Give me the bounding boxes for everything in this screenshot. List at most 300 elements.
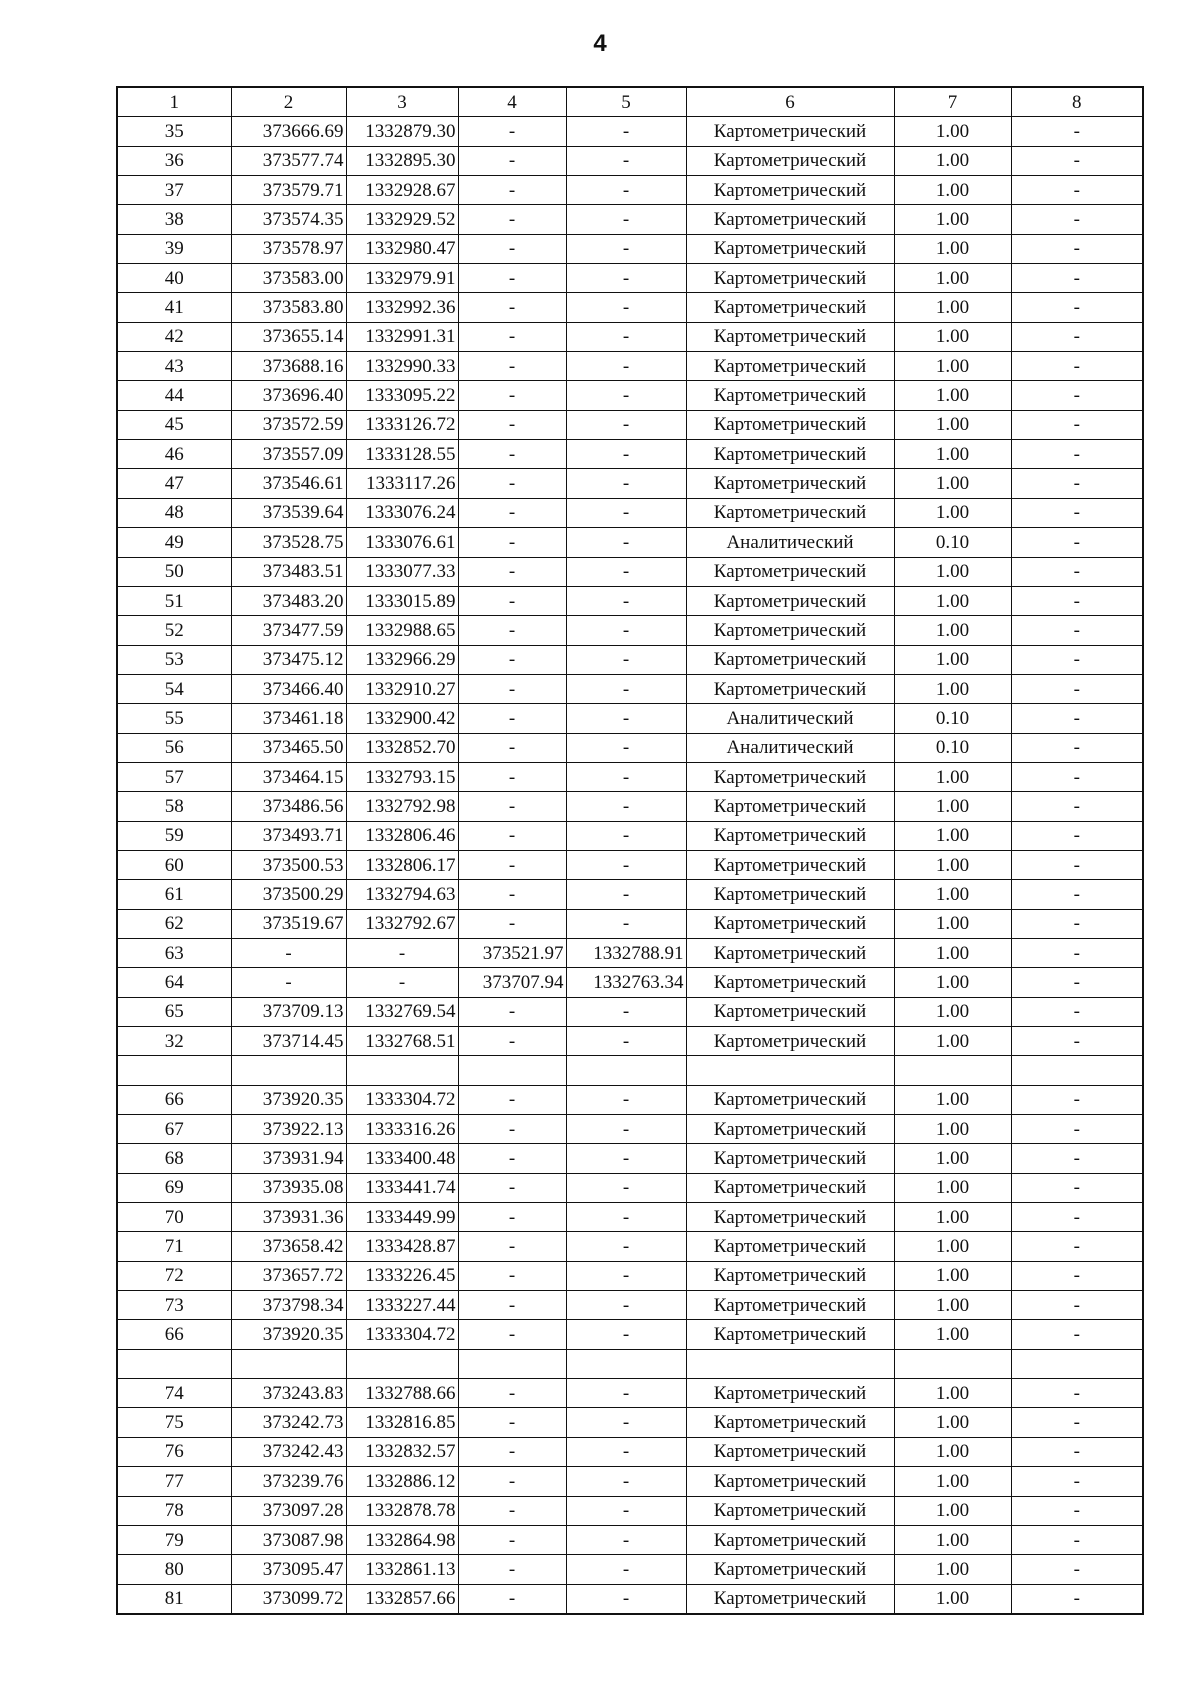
column-header: 4 [458,87,566,117]
table-cell: 1333304.72 [346,1320,458,1349]
table-cell: 1.00 [894,440,1011,469]
table-cell: Картометрический [686,205,894,234]
table-cell: 56 [117,733,231,762]
table-cell: Картометрический [686,1437,894,1466]
table-row [117,616,1143,645]
table-cell: Картометрический [686,938,894,967]
table-cell: 32 [117,1027,231,1056]
table-cell: 1333076.61 [346,528,458,557]
table-cell: 373095.47 [231,1555,346,1584]
table-row [117,352,1143,381]
table-cell [231,1349,346,1378]
table-cell: Картометрический [686,1085,894,1114]
table-cell: 373583.80 [231,293,346,322]
table-cell: - [1011,293,1143,322]
table-cell: 64 [117,968,231,997]
table-cell: - [566,1555,686,1584]
table-cell: Картометрический [686,1555,894,1584]
table-cell: 1332910.27 [346,674,458,703]
table-cell: 373528.75 [231,528,346,557]
table-cell [566,1056,686,1085]
table-cell: Аналитический [686,704,894,733]
table-cell: - [566,850,686,879]
table-cell: - [1011,762,1143,791]
table-cell: 373483.20 [231,586,346,615]
table-cell: 1332928.67 [346,176,458,205]
table-cell: Картометрический [686,322,894,351]
table-cell: - [1011,850,1143,879]
table-cell: 1332768.51 [346,1027,458,1056]
table-cell: 373500.53 [231,850,346,879]
table-cell: 373519.67 [231,909,346,938]
table-row [117,1584,1143,1614]
table-cell: 1.00 [894,117,1011,146]
table-cell: 1332929.52 [346,205,458,234]
table-cell: 1.00 [894,850,1011,879]
table-row [117,146,1143,175]
table-cell: Картометрический [686,645,894,674]
table-cell: - [566,176,686,205]
table-cell: Картометрический [686,440,894,469]
table-cell [1011,1056,1143,1085]
table-cell: - [1011,264,1143,293]
table-cell: 68 [117,1144,231,1173]
table-cell: 69 [117,1173,231,1202]
table-cell: - [566,645,686,674]
table-cell: 1333117.26 [346,469,458,498]
table-cell: Картометрический [686,880,894,909]
table-cell: - [1011,469,1143,498]
table-cell: - [566,117,686,146]
table-cell: - [566,469,686,498]
column-header: 3 [346,87,458,117]
column-header: 8 [1011,87,1143,117]
table-cell: 373087.98 [231,1525,346,1554]
table-cell: 1.00 [894,792,1011,821]
table-cell: - [458,586,566,615]
table-cell: 1332857.66 [346,1584,458,1614]
table-cell: 1332794.63 [346,880,458,909]
table-cell: Аналитический [686,733,894,762]
table-cell: - [458,146,566,175]
table-cell: - [566,880,686,909]
table-cell: 373798.34 [231,1291,346,1320]
column-header: 7 [894,87,1011,117]
table-cell: - [458,1555,566,1584]
table-cell: - [1011,997,1143,1026]
table-cell: - [1011,1115,1143,1144]
table-cell: - [1011,352,1143,381]
table-row [117,997,1143,1026]
table-cell: 1.00 [894,1320,1011,1349]
table-cell: - [566,616,686,645]
table-cell: 58 [117,792,231,821]
table-cell: 76 [117,1437,231,1466]
table-cell: - [1011,381,1143,410]
table-cell: 373465.50 [231,733,346,762]
table-cell: Картометрический [686,1144,894,1173]
table-cell: - [1011,1437,1143,1466]
table-cell: 1.00 [894,909,1011,938]
table-cell: 1.00 [894,1173,1011,1202]
table-cell: 1333077.33 [346,557,458,586]
table-cell: - [566,528,686,557]
table-row [117,528,1143,557]
table-cell: 52 [117,616,231,645]
table-cell: Картометрический [686,1525,894,1554]
table-cell: - [566,1467,686,1496]
table-cell: Картометрический [686,1261,894,1290]
table-row [117,1144,1143,1173]
table-cell: 66 [117,1320,231,1349]
table-cell [566,1349,686,1378]
table-cell: - [566,1496,686,1525]
table-cell: - [458,1379,566,1408]
table-cell: - [458,498,566,527]
table-row [117,440,1143,469]
table-cell: - [566,1173,686,1202]
table-cell: 373557.09 [231,440,346,469]
table-cell: 373097.28 [231,1496,346,1525]
separator-row [117,1056,1143,1085]
table-cell: 1.00 [894,352,1011,381]
table-cell: 77 [117,1467,231,1496]
table-row [117,762,1143,791]
table-cell: - [1011,1144,1143,1173]
table-cell: 45 [117,410,231,439]
table-cell: - [1011,616,1143,645]
table-cell: Картометрический [686,176,894,205]
table-cell: 1.00 [894,645,1011,674]
table-cell: 373666.69 [231,117,346,146]
table-cell: - [458,616,566,645]
table-cell: 1.00 [894,1379,1011,1408]
table-cell: Картометрический [686,1467,894,1496]
table-cell: - [1011,322,1143,351]
table-cell: 1332966.29 [346,645,458,674]
table-cell: - [566,1261,686,1290]
table-cell: Картометрический [686,762,894,791]
table-cell: 55 [117,704,231,733]
table-cell: - [458,674,566,703]
table-cell: 373920.35 [231,1085,346,1114]
table-cell: 57 [117,762,231,791]
table-cell: - [458,322,566,351]
table-cell: - [1011,880,1143,909]
table-cell [458,1056,566,1085]
table-cell: - [458,352,566,381]
table-cell: 48 [117,498,231,527]
table-cell: 373099.72 [231,1584,346,1614]
table-cell: 1.00 [894,322,1011,351]
table-cell: - [566,1027,686,1056]
table-cell: - [1011,528,1143,557]
table-cell: - [1011,1027,1143,1056]
table-cell: 373709.13 [231,997,346,1026]
table-cell: - [458,234,566,263]
table-cell: 1.00 [894,938,1011,967]
table-cell: 67 [117,1115,231,1144]
table-cell: - [566,1437,686,1466]
table-cell: 1333226.45 [346,1261,458,1290]
table-cell: - [458,1437,566,1466]
table-cell: 1.00 [894,1437,1011,1466]
table-cell: 1.00 [894,674,1011,703]
table-cell: 1.00 [894,997,1011,1026]
table-cell: - [1011,938,1143,967]
table-cell: 1333449.99 [346,1203,458,1232]
table-cell: 373574.35 [231,205,346,234]
table-cell: 1332793.15 [346,762,458,791]
table-cell [894,1056,1011,1085]
table-cell: 61 [117,880,231,909]
table-cell: Картометрический [686,264,894,293]
table-cell: - [1011,1584,1143,1614]
table-row [117,938,1143,967]
table-cell: 80 [117,1555,231,1584]
table-row [117,880,1143,909]
table-row [117,733,1143,762]
table-cell: 1333095.22 [346,381,458,410]
table-cell: 373477.59 [231,616,346,645]
table-cell: 1333076.24 [346,498,458,527]
table-cell [117,1056,231,1085]
table-cell: - [566,440,686,469]
table-cell: 37 [117,176,231,205]
table-cell: 0.10 [894,704,1011,733]
table-cell: 1332806.46 [346,821,458,850]
table-cell: 1.00 [894,821,1011,850]
table-cell: 1332788.66 [346,1379,458,1408]
table-cell: 373572.59 [231,410,346,439]
table-cell: - [1011,704,1143,733]
table-cell: Картометрический [686,1203,894,1232]
table-row [117,264,1143,293]
table-cell: Картометрический [686,410,894,439]
table-row [117,1203,1143,1232]
table-cell: 1332806.17 [346,850,458,879]
table-cell: - [458,469,566,498]
table-cell: - [1011,909,1143,938]
table-cell: 373242.73 [231,1408,346,1437]
table-row [117,792,1143,821]
table-cell: 1.00 [894,498,1011,527]
table-cell: 1333227.44 [346,1291,458,1320]
table-cell: 1.00 [894,264,1011,293]
table-cell: - [1011,1408,1143,1437]
table-cell: Картометрический [686,1584,894,1614]
table-cell: 1333400.48 [346,1144,458,1173]
table-cell: 1.00 [894,1203,1011,1232]
table-cell: 46 [117,440,231,469]
table-cell: - [566,557,686,586]
table-cell: Картометрический [686,1115,894,1144]
table-row [117,850,1143,879]
table-cell: 373931.94 [231,1144,346,1173]
table-cell: - [566,1144,686,1173]
table-cell: 1.00 [894,1525,1011,1554]
table-cell: 373707.94 [458,968,566,997]
table-cell: 373243.83 [231,1379,346,1408]
table-cell: 373239.76 [231,1467,346,1496]
table-cell: 373696.40 [231,381,346,410]
table-cell: 1.00 [894,1261,1011,1290]
table-cell: - [1011,1555,1143,1584]
table-body [117,87,1143,1614]
table-cell: Картометрический [686,850,894,879]
table-cell: - [458,909,566,938]
table-cell: Картометрический [686,117,894,146]
table-row [117,1173,1143,1202]
table-cell: - [566,1291,686,1320]
table-row [117,498,1143,527]
table-cell: - [566,146,686,175]
table-cell: 66 [117,1085,231,1114]
table-cell: - [458,997,566,1026]
table-cell: - [1011,1467,1143,1496]
table-cell: 373922.13 [231,1115,346,1144]
table-cell: 1.00 [894,381,1011,410]
table-row [117,704,1143,733]
table-cell: - [1011,674,1143,703]
table-cell: 72 [117,1261,231,1290]
table-row [117,176,1143,205]
table-cell: - [566,586,686,615]
table-cell: - [566,733,686,762]
table-cell: - [1011,498,1143,527]
table-cell: 1332832.57 [346,1437,458,1466]
column-header: 1 [117,87,231,117]
table-cell: Аналитический [686,528,894,557]
table-cell: 65 [117,997,231,1026]
table-row [117,1261,1143,1290]
table-cell: - [566,322,686,351]
table-cell: 59 [117,821,231,850]
table-cell: 1.00 [894,616,1011,645]
table-cell: 60 [117,850,231,879]
table-cell [1011,1349,1143,1378]
table-cell: - [1011,440,1143,469]
table-cell: 70 [117,1203,231,1232]
table-cell: - [566,234,686,263]
table-row [117,1555,1143,1584]
table-cell: - [1011,733,1143,762]
table-cell: - [1011,1232,1143,1261]
table-cell: 1.00 [894,880,1011,909]
table-cell: Картометрический [686,352,894,381]
table-cell: - [1011,1320,1143,1349]
table-cell: - [566,264,686,293]
column-header: 2 [231,87,346,117]
table-cell: - [458,762,566,791]
table-row [117,469,1143,498]
table-cell: - [1011,234,1143,263]
table-cell: 373579.71 [231,176,346,205]
table-cell: - [566,909,686,938]
table-cell [346,1349,458,1378]
table-cell: Картометрический [686,557,894,586]
table-cell: 1332991.31 [346,322,458,351]
table-cell: 1332763.34 [566,968,686,997]
table-cell: - [566,1085,686,1114]
table-cell: Картометрический [686,821,894,850]
table-cell: 1333015.89 [346,586,458,615]
table-cell: - [566,704,686,733]
table-row [117,293,1143,322]
table-cell: Картометрический [686,968,894,997]
table-cell: - [566,1320,686,1349]
table-cell: Картометрический [686,674,894,703]
table-cell: 75 [117,1408,231,1437]
table-cell: 38 [117,205,231,234]
table-cell: 51 [117,586,231,615]
table-cell: 73 [117,1291,231,1320]
table-cell: 373931.36 [231,1203,346,1232]
table-cell: Картометрический [686,1232,894,1261]
table-row [117,557,1143,586]
table-cell: - [566,997,686,1026]
table-cell: - [566,410,686,439]
table-cell: - [458,1408,566,1437]
table-cell: 1332980.47 [346,234,458,263]
table-row [117,234,1143,263]
table-cell: 1333304.72 [346,1085,458,1114]
table-cell [686,1056,894,1085]
table-cell: 1332792.67 [346,909,458,938]
table-cell: 373578.97 [231,234,346,263]
table-cell: 1.00 [894,586,1011,615]
table-cell: 1.00 [894,205,1011,234]
table-cell: Картометрический [686,381,894,410]
table-cell: 1332852.70 [346,733,458,762]
table-cell: Картометрический [686,1173,894,1202]
table-cell: - [1011,1085,1143,1114]
table-cell: 1333128.55 [346,440,458,469]
table-cell: - [566,1525,686,1554]
table-cell: 49 [117,528,231,557]
table-cell: - [566,498,686,527]
table-cell: - [458,205,566,234]
table-cell: 1.00 [894,234,1011,263]
table-cell: Картометрический [686,997,894,1026]
table-cell: - [1011,1496,1143,1525]
table-cell: 71 [117,1232,231,1261]
table-cell: - [1011,1261,1143,1290]
table-cell: 373483.51 [231,557,346,586]
table-cell: - [1011,176,1143,205]
table-cell: - [566,1379,686,1408]
table-row [117,381,1143,410]
table-row [117,1408,1143,1437]
table-cell: 1.00 [894,1232,1011,1261]
table-row [117,1027,1143,1056]
table-cell: Картометрический [686,792,894,821]
table-cell: 1332861.13 [346,1555,458,1584]
table-cell: - [458,117,566,146]
table-cell: 373546.61 [231,469,346,498]
separator-row [117,1349,1143,1378]
table-cell: 1333126.72 [346,410,458,439]
table-cell: 62 [117,909,231,938]
table-cell: 373500.29 [231,880,346,909]
table-cell: - [458,1291,566,1320]
table-cell: 373521.97 [458,938,566,967]
table-cell: 79 [117,1525,231,1554]
table-cell: 1.00 [894,762,1011,791]
table-cell: 373714.45 [231,1027,346,1056]
table-cell: - [231,938,346,967]
table-cell: 373486.56 [231,792,346,821]
